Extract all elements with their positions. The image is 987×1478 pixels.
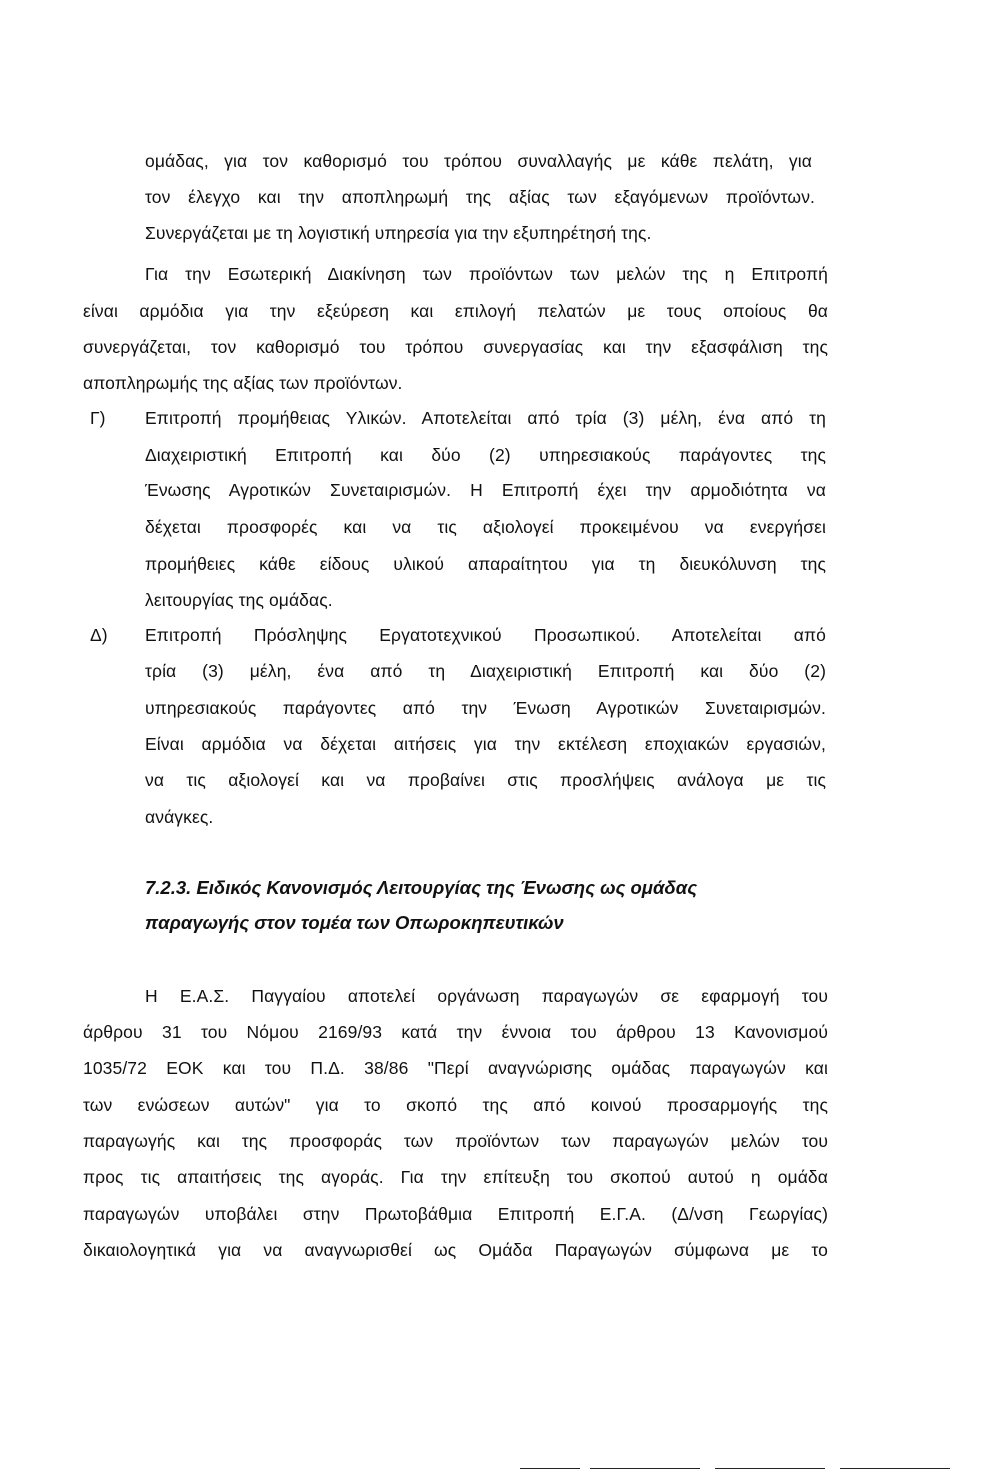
para3-line-7: παραγωγών υποβάλει στην Πρωτοβάθμια Επιτροπή Ε.Γ.Α. (Δ/νση Γεωργίας) bbox=[83, 1204, 828, 1224]
section-heading-line-2: παραγωγής στον τομέα των Οπωροκηπευτικών bbox=[145, 912, 564, 933]
item-g-line-6: λειτουργίας της ομάδας. bbox=[145, 590, 333, 610]
section-heading-line-1: 7.2.3. Ειδικός Κανονισμός Λειτουργίας της Ένωσης ως ομάδας bbox=[145, 877, 698, 898]
para3-line-6: προς τις απαιτήσεις της αγοράς. Για την επίτευξη του σκοπού αυτού η ομάδα bbox=[83, 1167, 828, 1187]
para2-line-1: Για την Εσωτερική Διακίνηση των προϊόντων των μελών της η Επιτροπή bbox=[145, 264, 828, 284]
item-d-line-3: υπηρεσιακούς παράγοντες από την Ένωση Αγροτικών Συνεταιρισμών. bbox=[145, 698, 826, 718]
footer-rule bbox=[590, 1468, 700, 1469]
item-g-line-2: Διαχειριστική Επιτροπή και δύο (2) υπηρεσιακούς παράγοντες της bbox=[145, 445, 826, 465]
item-d-label: Δ) bbox=[90, 625, 108, 645]
para3-line-5: παραγωγής και της προσφοράς των προϊόντων των παραγωγών μελών του bbox=[83, 1131, 828, 1151]
footer-rule bbox=[840, 1468, 950, 1469]
item-d-line-1: Επιτροπή Πρόσληψης Εργατοτεχνικού Προσωπικού. Αποτελείται από bbox=[145, 625, 826, 645]
item-g-line-5: προμήθειες κάθε είδους υλικού απαραίτητου για τη διευκόλυνση της bbox=[145, 554, 826, 574]
item-d-line-5: να τις αξιολογεί και να προβαίνει στις προσλήψεις ανάλογα με τις bbox=[145, 770, 826, 790]
para3-line-1: Η Ε.Α.Σ. Παγγαίου αποτελεί οργάνωση παραγωγών σε εφαρμογή του bbox=[145, 986, 828, 1006]
para1-line-1: ομάδας, για τον καθορισμό του τρόπου συναλλαγής με κάθε πελάτη, για bbox=[145, 151, 812, 171]
item-g-line-3: Ένωσης Αγροτικών Συνεταιρισμών. Η Επιτροπή έχει την αρμοδιότητα να bbox=[145, 480, 826, 500]
para3-line-2: άρθρου 31 του Νόμου 2169/93 κατά την έννοια του άρθρου 13 Κανονισμού bbox=[83, 1022, 828, 1042]
para3-line-4: των ενώσεων αυτών" για το σκοπό της από κοινού προσαρμογής της bbox=[83, 1095, 828, 1115]
item-g-line-1: Επιτροπή προμήθειας Υλικών. Αποτελείται από τρία (3) μέλη, ένα από τη bbox=[145, 408, 826, 428]
para2-line-3: συνεργάζεται, τον καθορισμό του τρόπου συνεργασίας και την εξασφάλιση της bbox=[83, 337, 828, 357]
para3-line-8: δικαιολογητικά για να αναγνωρισθεί ως Ομάδα Παραγωγών σύμφωνα με το bbox=[83, 1240, 828, 1260]
item-g-line-4: δέχεται προσφορές και να τις αξιολογεί προκειμένου να ενεργήσει bbox=[145, 517, 826, 537]
item-g-label: Γ) bbox=[90, 408, 106, 428]
para1-line-2: τον έλεγχο και την αποπληρωμή της αξίας των εξαγόμενων προϊόντων. bbox=[145, 187, 815, 207]
para2-line-4: αποπληρωμής της αξίας των προϊόντων. bbox=[83, 373, 403, 393]
para1-line-3: Συνεργάζεται με τη λογιστική υπηρεσία για την εξυπηρέτησή της. bbox=[145, 223, 652, 243]
para3-line-3: 1035/72 ΕΟΚ και του Π.Δ. 38/86 "Περί αναγνώρισης ομάδας παραγωγών και bbox=[83, 1058, 828, 1078]
item-d-line-4: Είναι αρμόδια να δέχεται αιτήσεις για την εκτέλεση εποχιακών εργασιών, bbox=[145, 734, 826, 754]
footer-rule bbox=[520, 1468, 580, 1469]
footer-rule bbox=[715, 1468, 825, 1469]
item-d-line-2: τρία (3) μέλη, ένα από τη Διαχειριστική Επιτροπή και δύο (2) bbox=[145, 661, 826, 681]
item-d-line-6: ανάγκες. bbox=[145, 807, 214, 827]
para2-line-2: είναι αρμόδια για την εξεύρεση και επιλογή πελατών με τους οποίους θα bbox=[83, 301, 828, 321]
